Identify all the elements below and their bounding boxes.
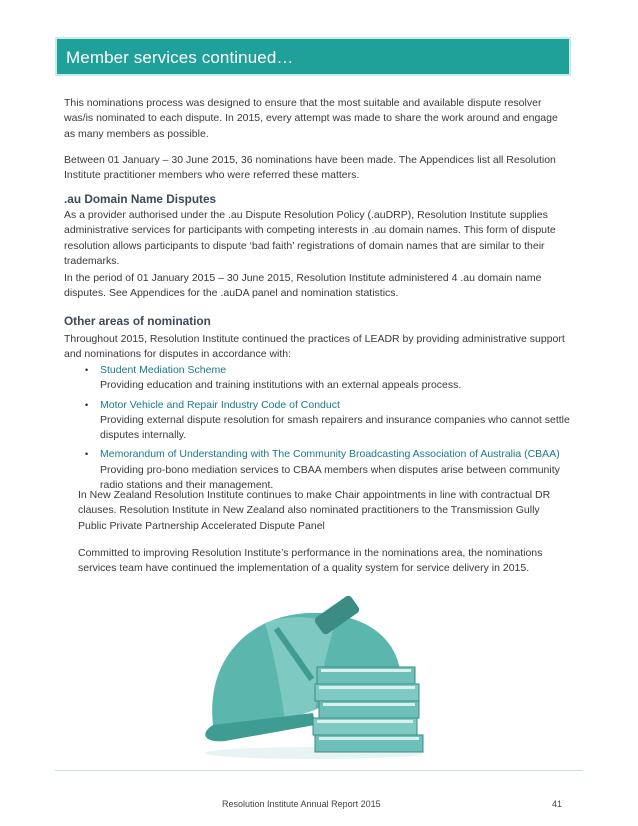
list-item-description: Providing pro-bono mediation services to CBAA members when disputes arise between community radio stations and their management. (100, 463, 560, 492)
bullet-icon: • (85, 365, 89, 375)
closing-paragraph: Committed to improving Resolution Institute’s performance in the nominations area, the nominations services team have continued the implementation of a quality system for service delivery in 2015. (78, 547, 543, 575)
page-number: 41 (552, 799, 563, 809)
list-item-title: Motor Vehicle and Repair Industry Code of Conduct (100, 398, 340, 411)
hardhat-books-gavel-illustration (195, 585, 435, 760)
intro-paragraph-1: This nominations process was designed to ensure that the most suitable and available dispute resolver was/is nominated to each dispute. In 2015, every attempt was made to share the work around and engage as many members as possible. (64, 97, 558, 140)
other-areas-intro: Throughout 2015, Resolution Institute continued the practices of LEADR by providing administrative support and nominations for disputes in accordance with: (64, 333, 565, 361)
page-title: Member services continued… (66, 48, 294, 67)
footer-divider (55, 770, 583, 771)
list-item-title: Memorandum of Understanding with The Community Broadcasting Association of Australia (CBAA) (100, 448, 560, 461)
other-areas-heading: Other areas of nomination (64, 314, 211, 328)
au-domain-paragraph-2: In the period of 01 January 2015 – 30 June 2015, Resolution Institute administered 4 .au domain name disputes. See Appendices for the .auDA panel and nomination statistics. (64, 272, 542, 300)
list-item-title: Student Mediation Scheme (100, 364, 227, 376)
footer-title: Resolution Institute Annual Report 2015 (222, 799, 381, 809)
intro-paragraph-2: Between 01 January – 30 June 2015, 36 nominations have been made. The Appendices list all Resolution Institute practitioner members who were referred these matters. (64, 154, 556, 182)
section-banner (55, 37, 571, 76)
list-item-description: Providing education and training institutions with an external appeals process. (100, 379, 462, 392)
bullet-icon: • (85, 399, 89, 410)
new-zealand-paragraph: In New Zealand Resolution Institute continues to make Chair appointments in line with contractual DR clauses. Resolution Institute in New Zealand also nominated practitioners to the Transmission Gully Public Private Partnership Accelerated Dispute Panel (78, 489, 551, 532)
au-domain-paragraph-1: As a provider authorised under the .au Dispute Resolution Policy (.auDRP), Resolution Institute supplies administrative services for participants with competing interests in .au domain names. This form of dispute resolution allows participants to dispute ‘bad faith’ registrations of domain names that are similar to their trademarks. (64, 209, 556, 267)
au-domain-heading: .au Domain Name Disputes (64, 192, 217, 206)
nomination-list (64, 363, 570, 493)
list-item (64, 363, 570, 394)
bullet-icon: • (85, 449, 89, 460)
list-item (64, 447, 570, 493)
list-item-description: Providing external dispute resolution for smash repairers and insurance companies who cannot settle disputes internally. (100, 413, 570, 442)
list-item (64, 398, 570, 444)
